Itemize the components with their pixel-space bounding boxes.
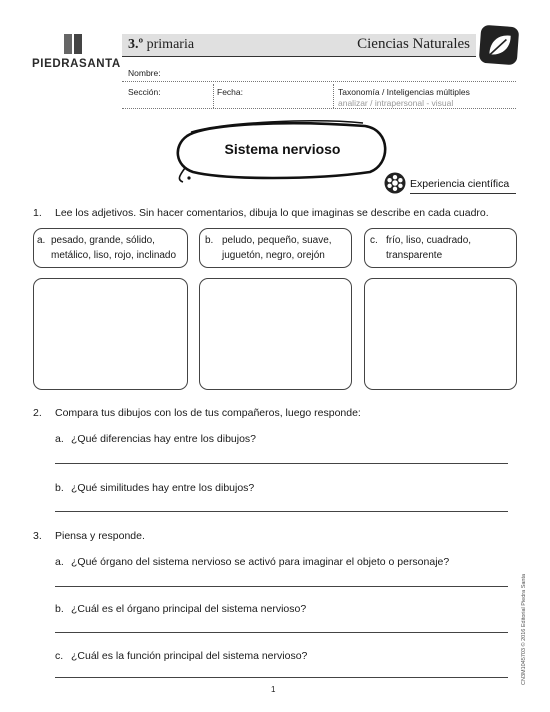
answer-line-2a[interactable] [55,463,508,464]
answer-line-3a[interactable] [55,586,508,587]
drawing-box-a[interactable] [33,278,188,390]
q3a-text: ¿Qué órgano del sistema nervioso se activó para imaginar el objeto o personaje? [71,556,450,568]
option-a-letter: a. [37,235,46,246]
q2-number: 2. [33,407,42,419]
answer-line-3b[interactable] [55,632,508,633]
option-b-line2: juguetón, negro, orejón [222,250,325,261]
publisher-logo: PIEDRASANTA [32,58,121,70]
option-a-line1: pesado, grande, sólido, [51,235,155,246]
copyright-note: CN3M1045703 © 2016 Editorial Piedra Santa [521,573,527,685]
option-c-letter: c. [370,235,378,246]
option-b-letter: b. [205,235,214,246]
option-c-line2: transparente [386,250,443,261]
q1-number: 1. [33,207,42,219]
header-rule [122,108,516,109]
q2-text: Compara tus dibujos con los de tus compañeros, luego responde: [55,407,361,419]
option-b-line1: peludo, pequeño, suave, [222,235,332,246]
q1-text: Lee los adjetivos. Sin hacer comentarios, dibuja lo que imaginas se describe en cada cuadro. [55,207,489,219]
answer-line-3c[interactable] [55,677,508,678]
page-number: 1 [271,685,276,694]
q3-number: 3. [33,530,42,542]
drawing-box-c[interactable] [364,278,517,390]
drawing-box-b[interactable] [199,278,352,390]
experiencia-underline [410,193,516,194]
divider [333,84,334,108]
experiencia-label: Experiencia científica [410,178,510,190]
divider [213,84,214,108]
nombre-field[interactable] [122,81,516,82]
book-logo-icon [62,32,84,56]
page-title: Sistema nervioso [224,141,341,157]
taxonomy-detail: analizar / intrapersonal - visual [338,98,454,108]
q3b-letter: b. [55,603,64,615]
answer-line-2b[interactable] [55,511,508,512]
molecule-icon [384,172,406,194]
fecha-label: Fecha: [217,87,243,97]
grade-label: 3.º primaria [128,37,195,52]
taxonomy-label: Taxonomía / Inteligencias múltiples [338,87,470,97]
q3c-text: ¿Cuál es la función principal del sistema nervioso? [71,650,308,662]
q2b-text: ¿Qué similitudes hay entre los dibujos? [71,482,255,494]
option-a-line2: metálico, liso, rojo, inclinado [51,250,177,261]
nombre-label: Nombre: [128,68,161,78]
q3c-letter: c. [55,650,64,662]
q3b-text: ¿Cuál es el órgano principal del sistema nervioso? [71,603,307,615]
subject-title: Ciencias Naturales [357,36,470,52]
q2b-letter: b. [55,482,64,494]
seccion-label: Sección: [128,87,161,97]
q3-text: Piensa y responde. [55,530,145,542]
leaf-icon [479,25,520,66]
q2a-letter: a. [55,433,64,445]
option-c-line1: frío, liso, cuadrado, [386,235,472,246]
q3a-letter: a. [55,556,64,568]
q2a-text: ¿Qué diferencias hay entre los dibujos? [71,433,257,445]
